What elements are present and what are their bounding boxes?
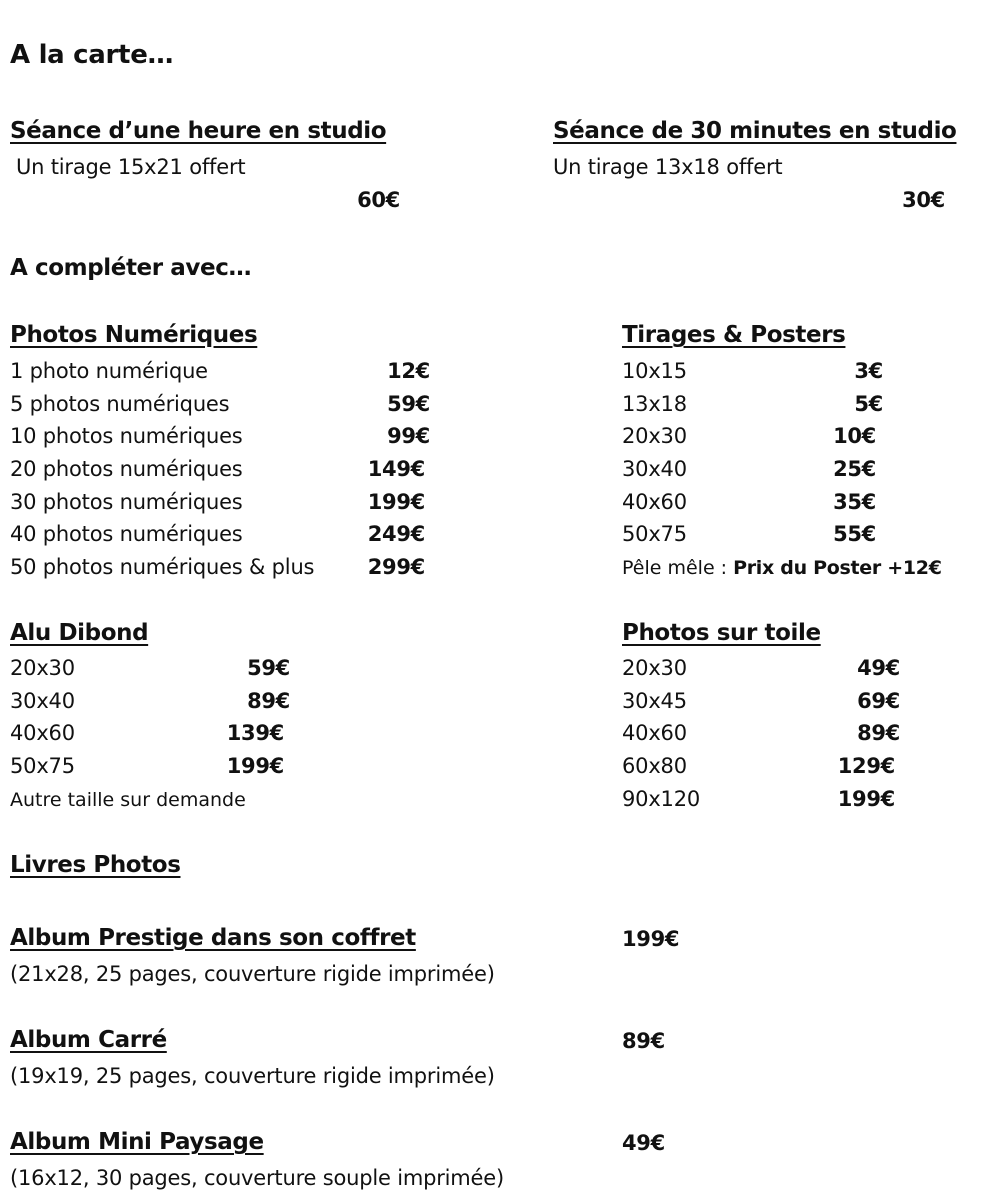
page-title: A la carte… [10,40,174,70]
list-item-label: 30x45 [622,689,687,713]
list-item-price: 299€ [367,555,425,579]
book-name: Album Carré [10,1027,167,1053]
list-item-price: 199€ [226,754,284,778]
list-item-price: 69€ [857,689,900,713]
alu-dibond-heading: Alu Dibond [10,620,149,646]
pele-mele-row [622,557,942,579]
digital-photos-heading: Photos Numériques [10,322,258,348]
book-details: (16x12, 30 pages, couverture souple imprimée) [10,1166,504,1190]
list-item-label: 90x120 [622,787,701,811]
list-item-price: 10€ [833,424,876,448]
session-half-hour-heading: Séance de 30 minutes en studio [553,118,957,144]
complete-with-heading: A compléter avec… [10,255,252,281]
alu-dibond-note: Autre taille sur demande [10,789,246,811]
list-item-price: 149€ [367,457,425,481]
book-price: 49€ [622,1131,665,1155]
list-item-price: 89€ [857,721,900,745]
list-item-label: 10 photos numériques [10,424,243,448]
list-item-price: 99€ [387,424,430,448]
session-half-hour-note: Un tirage 13x18 offert [553,155,783,179]
list-item-price: 59€ [247,656,290,680]
book-price: 89€ [622,1029,665,1053]
list-item-price: 12€ [387,359,430,383]
list-item-label: 50x75 [622,522,687,546]
list-item-price: 3€ [854,359,883,383]
session-one-hour-heading: Séance d’une heure en studio [10,118,387,144]
list-item-label: 1 photo numérique [10,359,208,383]
list-item-price: 129€ [837,754,895,778]
list-item-label: 40x60 [10,721,75,745]
book-name: Album Mini Paysage [10,1129,264,1155]
session-one-hour-price: 60€ [357,188,400,212]
list-item-label: 50 photos numériques & plus [10,555,315,579]
list-item-label: 10x15 [622,359,687,383]
list-item-label: 5 photos numériques [10,392,230,416]
list-item-label: 30 photos numériques [10,490,243,514]
canvas-photos-heading: Photos sur toile [622,620,821,646]
photo-books-heading: Livres Photos [10,852,181,878]
list-item-label: 20 photos numériques [10,457,243,481]
list-item-price: 249€ [367,522,425,546]
list-item-label: 40 photos numériques [10,522,243,546]
book-price: 199€ [622,927,680,951]
session-one-hour-note: Un tirage 15x21 offert [16,155,246,179]
list-item-price: 25€ [833,457,876,481]
list-item-price: 35€ [833,490,876,514]
list-item-label: 30x40 [10,689,75,713]
pele-mele-label: Pêle mêle : [622,557,728,579]
list-item-price: 199€ [367,490,425,514]
list-item-price: 5€ [854,392,883,416]
book-details: (21x28, 25 pages, couverture rigide imprimée) [10,962,495,986]
list-item-label: 20x30 [622,656,687,680]
list-item-label: 50x75 [10,754,75,778]
prints-posters-heading: Tirages & Posters [622,322,846,348]
list-item-label: 40x60 [622,721,687,745]
list-item-price: 55€ [833,522,876,546]
list-item-label: 30x40 [622,457,687,481]
list-item-price: 199€ [837,787,895,811]
list-item-label: 20x30 [622,424,687,448]
session-half-hour-price: 30€ [902,188,945,212]
list-item-price: 139€ [226,721,284,745]
list-item-label: 60x80 [622,754,687,778]
book-details: (19x19, 25 pages, couverture rigide imprimée) [10,1064,495,1088]
pele-mele-price: Prix du Poster +12€ [733,557,942,579]
list-item-price: 89€ [247,689,290,713]
list-item-price: 49€ [857,656,900,680]
list-item-label: 40x60 [622,490,687,514]
book-name: Album Prestige dans son coffret [10,925,416,951]
list-item-label: 20x30 [10,656,75,680]
list-item-price: 59€ [387,392,430,416]
list-item-label: 13x18 [622,392,687,416]
